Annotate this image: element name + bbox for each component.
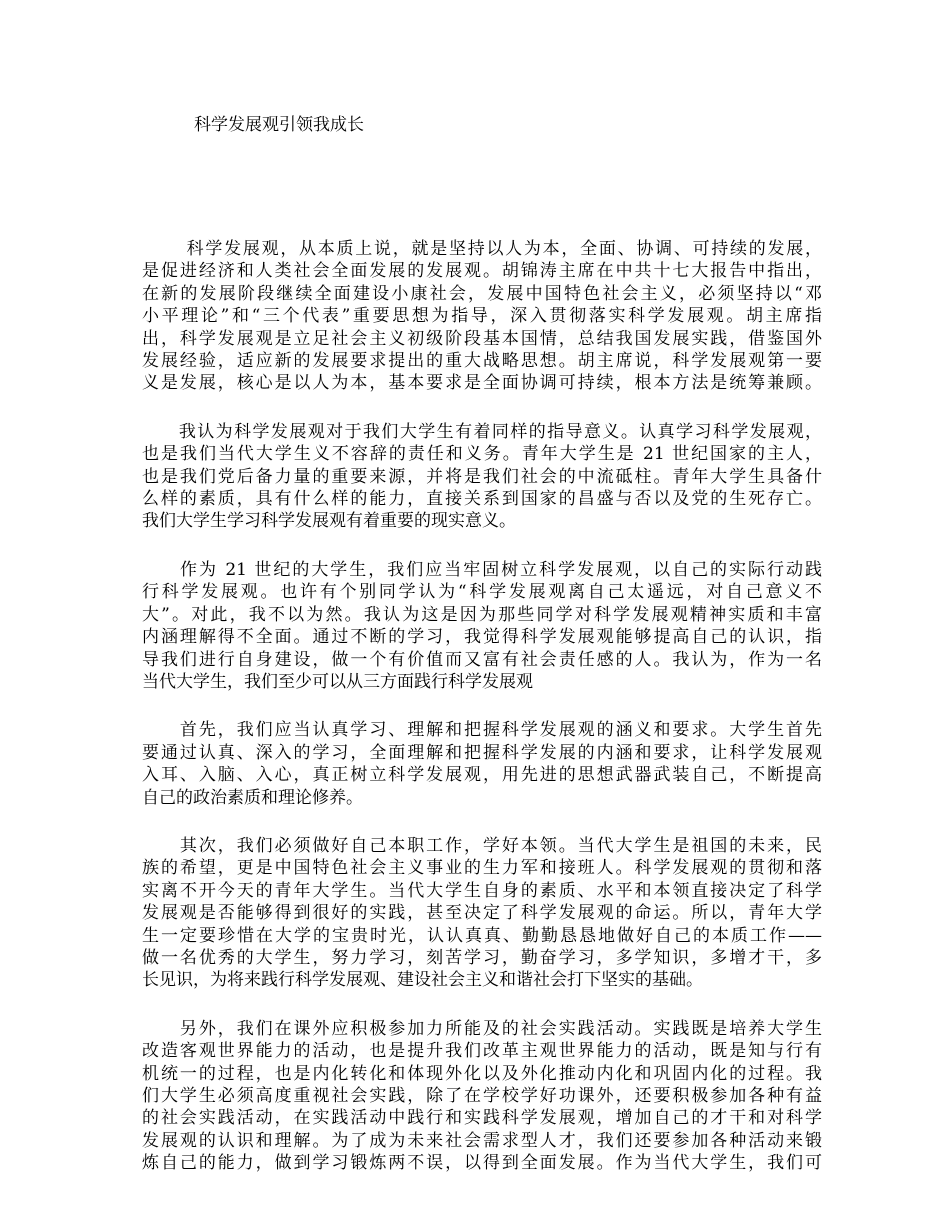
text-line: 实离不开今天的青年大学生。当代大学生自身的素质、水平和本领直接决定了科学 [142,880,822,901]
text-line: 另外，我们在课外应积极参加力所能及的社会实践活动。实践既是培养大学生 [142,1018,822,1039]
text-line: 导我们进行自身建设，做一个有价值而又富有社会责任感的人。我认为，作为一名 [142,649,822,670]
paragraph-1 [142,238,822,395]
text-line: 族的希望，更是中国特色社会主义事业的生力军和接班人。科学发展观的贯彻和落 [142,858,822,879]
text-line: 我们大学生学习科学发展观有着重要的现实意义。 [142,511,516,532]
text-line: 发展经验，适应新的发展要求提出的重大战略思想。胡主席说，科学发展观第一要 [142,351,822,372]
text-line: 在新的发展阶段继续全面建设小康社会，发展中国特色社会主义，必须坚持以“邓 [142,283,822,304]
document-title: 科学发展观引领我成长 [194,115,364,135]
text-line: 么样的素质，具有什么样的能力，直接关系到国家的昌盛与否以及党的生死存亡。 [142,489,822,510]
text-line: 改造客观世界能力的活动，也是提升我们改革主观世界能力的活动，既是知与行有 [142,1041,822,1062]
text-line: 长见识，为将来践行科学发展观、建设社会主义和谐社会打下坚实的基础。 [142,970,703,991]
text-line: 的社会实践活动，在实践活动中践行和实践科学发展观，增加自己的才干和对科学 [142,1108,822,1129]
text-line: 自己的政治素质和理论修养。 [142,787,363,808]
text-line: 也是我们当代大学生义不容辞的责任和义务。青年大学生是 21 世纪国家的主人， [142,444,822,465]
paragraph-5 [142,835,822,992]
text-line: 我认为科学发展观对于我们大学生有着同样的指导意义。认真学习科学发展观， [142,421,822,442]
text-line: 作为 21 世纪的大学生，我们应当牢固树立科学发展观，以自己的实际行动践 [142,559,822,580]
text-line: 炼自己的能力，做到学习锻炼两不误，以得到全面发展。作为当代大学生，我们可 [142,1153,822,1174]
text-line: 大”。对此，我不以为然。我认为这是因为那些同学对科学发展观精神实质和丰富 [142,604,822,625]
text-line: 是促进经济和人类社会全面发展的发展观。胡锦涛主席在中共十七大报告中指出， [142,261,822,282]
text-line: 要通过认真、深入的学习，全面理解和把握科学发展的内涵和要求，让科学发展观 [142,742,822,763]
text-line: 科学发展观，从本质上说，就是坚持以人为本，全面、协调、可持续的发展， [142,239,822,259]
text-line: 们大学生必须高度重视社会实践，除了在学校学好功课外，还要积极参加各种有益 [142,1086,822,1106]
text-line: 生一定要珍惜在大学的宝贵时光，认认真真、勤勤恳恳地做好自己的本质工作—— [142,925,822,946]
text-line: 小平理论”和“三个代表”重要思想为指导，深入贯彻落实科学发展观。胡主席指 [142,306,822,327]
paragraph-4 [142,719,822,809]
text-line: 内涵理解得不全面。通过不断的学习，我觉得科学发展观能够提高自己的认识，指 [142,627,822,648]
text-line: 入耳、入脑、入心，真正树立科学发展观，用先进的思想武器武装自己，不断提高 [142,765,822,786]
text-line: 发展观是否能够得到很好的实践，甚至决定了科学发展观的命运。所以，青年大学 [142,903,822,924]
text-line: 做一名优秀的大学生，努力学习，刻苦学习，勤奋学习，多学知识，多增才干，多 [142,947,822,968]
paragraph-6 [142,1018,822,1175]
text-line: 行科学发展观。也许有个别同学认为“科学发展观离自己太遥远，对自己意义不 [142,582,822,603]
text-line: 义是发展，核心是以人为本，基本要求是全面协调可持续，根本方法是统筹兼顾。 [142,373,822,394]
text-line: 机统一的过程，也是内化转化和体现外化以及外化推动内化和巩固内化的过程。我 [142,1063,822,1084]
document-body [142,238,822,1201]
paragraph-2 [142,421,822,533]
text-line: 发展观的认识和理解。为了成为未来社会需求型人才，我们还要参加各种活动来锻 [142,1130,822,1151]
text-line: 当代大学生，我们至少可以从三方面践行科学发展观 [142,671,533,692]
text-line: 首先，我们应当认真学习、理解和把握科学发展观的涵义和要求。大学生首先 [142,720,822,741]
text-line: 其次，我们必须做好自己本职工作，学好本领。当代大学生是祖国的未来，民 [142,835,822,856]
text-line: 出，科学发展观是立足社会主义初级阶段基本国情，总结我国发展实践，借鉴国外 [142,328,822,349]
paragraph-3 [142,559,822,693]
text-line: 也是我们党后备力量的重要来源，并将是我们社会的中流砥柱。青年大学生具备什 [142,466,822,487]
